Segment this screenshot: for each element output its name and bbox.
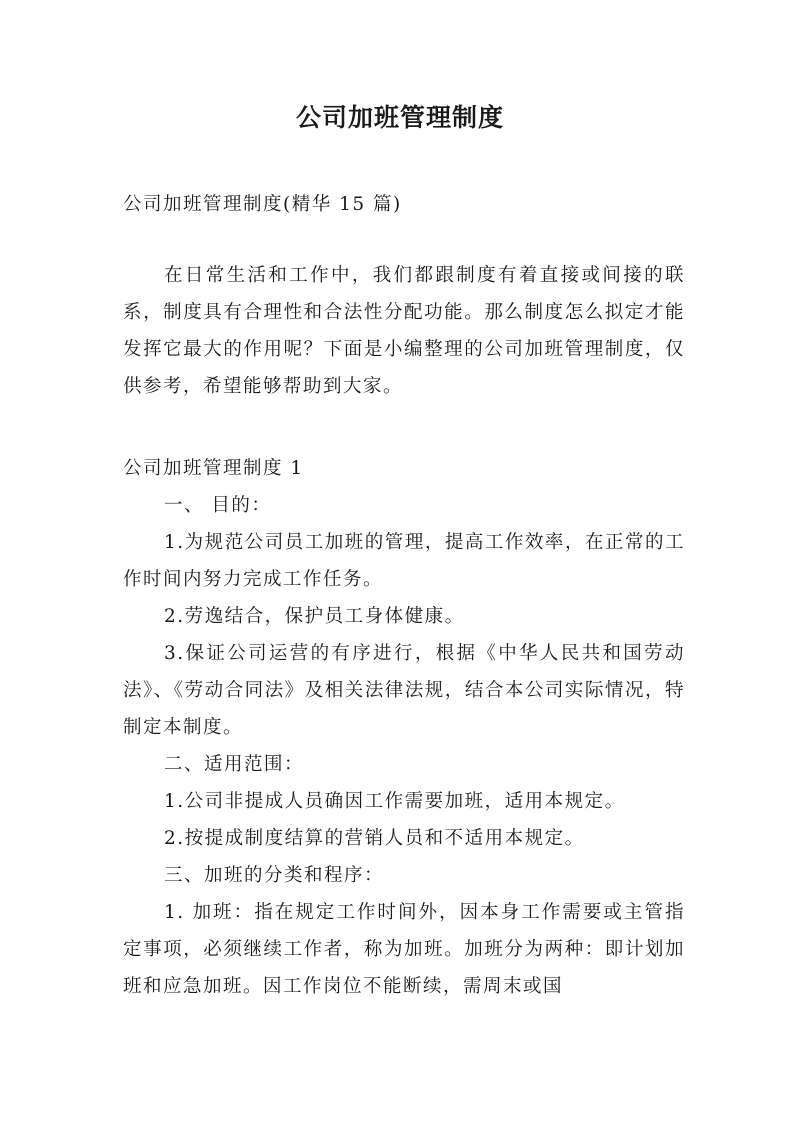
body-paragraph: 2.按提成制度结算的营销人员和不适用本规定。 xyxy=(164,828,585,849)
body-paragraph: 1. 加班：指在规定工作时间外，因本身工作需要或主管指定事项，必须继续工作者，称为加班。加班分为两种：即计划加班和应急加班。因工作岗位不能断续，需周末或国 xyxy=(123,902,685,997)
document-subtitle: 公司加班管理制度(精华 15 篇) xyxy=(123,194,402,215)
body-paragraph: 2.劳逸结合，保护员工身体健康。 xyxy=(164,606,465,627)
body-paragraph: 1.为规范公司员工加班的管理，提高工作效率，在正常的工作时间内努力完成工作任务。 xyxy=(123,532,685,590)
document-title: 公司加班管理制度 xyxy=(295,103,504,132)
body-paragraph: 3.保证公司运营的有序进行，根据《中华人民共和国劳动法》、《劳动合同法》及相关法律法规，结合本公司实际情况，特制定本制度。 xyxy=(123,643,685,738)
body-paragraph: 三、加班的分类和程序： xyxy=(164,865,385,886)
body-paragraph: 二、适用范围： xyxy=(164,754,305,775)
body-paragraph: 一、 目的： xyxy=(164,495,272,516)
intro-paragraph: 在日常生活和工作中，我们都跟制度有着直接或间接的联系，制度具有合理性和合法性分配功能。那么制度怎么拟定才能发挥它最大的作用呢？下面是小编整理的公司加班管理制度，仅供参考，希望能够帮助到大家。 xyxy=(123,265,685,397)
section-body xyxy=(123,450,685,1005)
section-heading: 公司加班管理制度 1 xyxy=(123,458,304,479)
body-paragraph: 1.公司非提成人员确因工作需要加班，适用本规定。 xyxy=(164,791,625,812)
